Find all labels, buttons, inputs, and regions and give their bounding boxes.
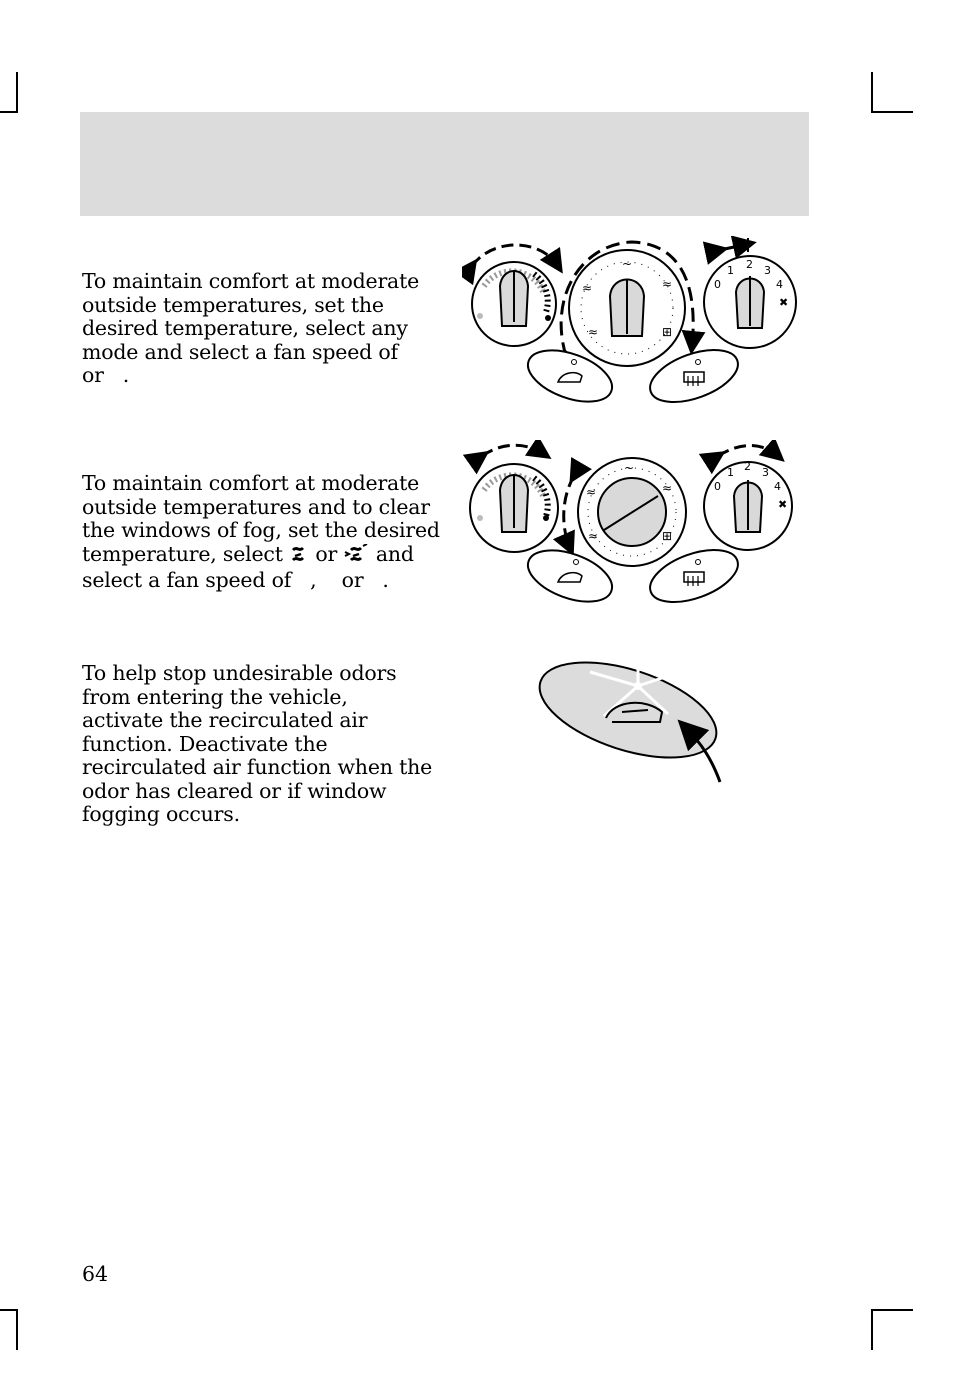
mode-dial [569, 250, 685, 366]
fan-label-0: 0 [714, 278, 721, 291]
paragraph-clear-fog [82, 472, 442, 593]
crop-mark-bottom-left-v [16, 1310, 18, 1350]
defrost-mode-icon [343, 544, 369, 570]
svg-text:≈: ≈ [588, 529, 599, 543]
svg-text:≈: ≈ [588, 325, 599, 339]
crop-mark-bottom-right-v [871, 1310, 873, 1350]
svg-text:3: 3 [762, 466, 769, 479]
paragraph-1-or: or [82, 363, 104, 387]
paragraph-moderate-temps [82, 270, 442, 388]
fan-label-2: 2 [746, 258, 753, 271]
svg-text:≈: ≈ [662, 481, 673, 495]
svg-text:0: 0 [714, 480, 721, 493]
paragraph-2-end: . [382, 568, 389, 592]
paragraph-2-text-a: To maintain comfort at moderate outside temperatures and to clear the windows of fog, set the desired temperature, select [82, 471, 440, 566]
crop-mark-bottom-right-h [871, 1309, 913, 1311]
paragraph-3-text: To help stop undesirable odors from entering the vehicle, activate the recirculated air function. Deactivate the recirculated air function when the odor has cleared or if window fogging occurs. [82, 661, 433, 826]
page-number: 64 [82, 1262, 109, 1286]
svg-text:✖: ✖ [778, 498, 788, 511]
fan-label-1: 1 [727, 264, 734, 277]
temperature-dial-2 [470, 464, 558, 552]
fan-icon: ✖ [779, 296, 789, 309]
floor-defrost-mode-icon [289, 544, 309, 570]
paragraph-2-or-2: or [341, 568, 364, 592]
paragraph-2-text-b: and select a fan speed of [82, 541, 414, 592]
crop-mark-top-right-v [871, 72, 873, 112]
paragraph-2-comma: , [310, 568, 317, 592]
header-band [80, 112, 809, 216]
svg-text:1: 1 [727, 466, 734, 479]
fan-label-3: 3 [764, 264, 771, 277]
svg-text:~: ~ [622, 257, 633, 271]
crop-mark-bottom-left-h [0, 1309, 18, 1311]
climate-panel-figure-2 [462, 440, 798, 610]
crop-mark-top-right-h [871, 111, 913, 113]
svg-text:2: 2 [744, 460, 751, 473]
svg-text:~: ~ [624, 461, 635, 475]
climate-panel-figure-1 [462, 236, 798, 406]
paragraph-1-text: To maintain comfort at moderate outside temperatures, set the desired temperature, select any mode and select a fan speed of [82, 269, 420, 364]
svg-text:⊞: ⊞ [662, 529, 673, 543]
mode-dial-2 [578, 458, 686, 566]
crop-mark-top-left-h [0, 111, 18, 113]
fan-label-4: 4 [776, 278, 783, 291]
paragraph-odors [82, 662, 434, 827]
temperature-dial [472, 262, 556, 346]
fan-speed-dial-2 [704, 460, 792, 550]
paragraph-1-end: . [122, 363, 130, 387]
fan-speed-dial [704, 256, 796, 348]
recirculation-button-closeup [530, 630, 730, 790]
svg-text:⊞: ⊞ [662, 325, 673, 339]
svg-text:≈: ≈ [582, 281, 593, 295]
svg-text:≈: ≈ [586, 485, 597, 499]
svg-text:4: 4 [774, 480, 781, 493]
crop-mark-top-left-v [16, 72, 18, 112]
svg-text:≈: ≈ [662, 277, 673, 291]
paragraph-2-or: or [315, 541, 338, 566]
